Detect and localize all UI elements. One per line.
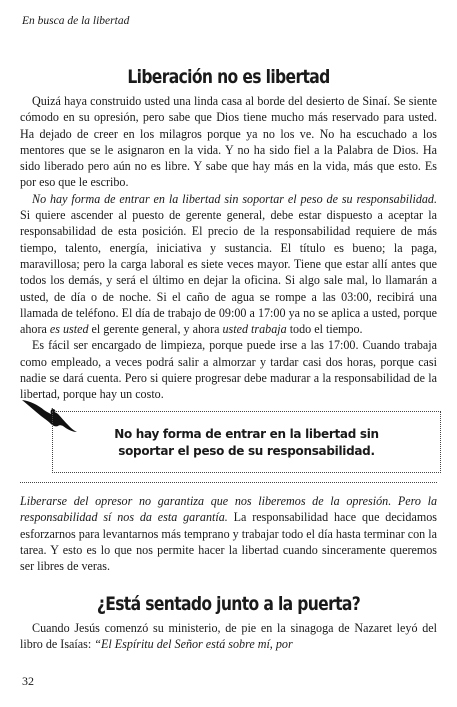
section-body-continued: [20, 493, 437, 574]
italic-phrase: usted trabaja: [222, 322, 287, 337]
dotted-divider: [20, 482, 437, 483]
section-heading-liberacion: Liberación no es libertad: [127, 66, 330, 88]
paragraph-text: Cuando Jesús comenzó su ministerio, de pie en la sinagoga de Nazaret leyó del libro de Isaías:: [20, 621, 437, 652]
italic-quote: “El Espíritu del Señor está sobre mí, por: [94, 637, 293, 652]
paragraph-text: La responsabilidad hace que decidamos esforzarnos para levantarnos más temprano y trabajar todo el día hasta terminar con la tarea. Y esto es lo que nos permite hacer la libertad cuando sinceramente queremos ser libres de veras.: [20, 510, 437, 574]
section-body-puerta: [20, 620, 437, 653]
paragraph-text: todo el tiempo.: [286, 322, 363, 337]
paragraph-text: Si quiere ascender al puesto de gerente general, debe estar dispuesto a aceptar la responsabilidad de esta posición. El precio de la responsabilidad requiere de más tiempo, talento, energía, iniciativa y sustancia. El título es bueno; la paga, maravillosa; pero la carga laboral es siete veces mayor. Tiene que estar allí antes que todos los demás, y será el último en dejar la oficina. Si algo sale mal, lo llamarán a usted, de día o de noche. Si el caño de agua se rompe a las 03:00, recibirá una llamada de teléfono. El día de trabajo de 09:00 a 17:00 ya no se aplica a usted, porque ahora: [20, 208, 437, 337]
paragraph: [20, 191, 437, 338]
pull-quote-line: No hay forma de entrar en la libertad sin: [114, 427, 379, 441]
page-number: 32: [22, 674, 34, 688]
section-body-liberacion: [20, 93, 437, 403]
italic-phrase: es usted: [49, 322, 89, 337]
italic-phrase: No hay forma de entrar en la libertad sin soportar el peso de su responsabilidad.: [32, 191, 437, 206]
italic-phrase: Liberarse del opresor no garantiza que nos liberemos de la opresión. Pero la responsabilidad sí nos da esta garantía.: [20, 494, 437, 525]
section-heading-puerta: ¿Está sentado junto a la puerta?: [96, 593, 361, 615]
pull-quote: [53, 426, 440, 460]
paragraph: Quizá haya construido usted una linda casa al borde del desierto de Sinaí. Se siente cómodo en su opresión, pero sabe que Dios tiene mucho más reservado para usted. Ha dejado de creer en los milagros porque ya no los ve. No ha escuchado a los mentores que se le asignaron en la vida. Y no ha sido fiel a la Palabra de Dios. Ha sido liberado pero aún no es libre. Y sabe que hay más en la vida, más que esto. Es por eso que le escribo.: [20, 94, 437, 190]
paragraph: [20, 493, 437, 574]
pull-quote-line: soportar el peso de su responsabilidad.: [118, 444, 375, 458]
pull-quote-box: [52, 411, 441, 473]
paragraph: [20, 620, 437, 653]
paragraph-text: el gerente general, y ahora: [88, 322, 223, 337]
running-header: En busca de la libertad: [22, 15, 130, 27]
paragraph: Es fácil ser encargado de limpieza, porque puede irse a las 17:00. Cuando trabaja como empleado, a veces podrá salir a almorzar y tardar casi dos horas, porque casi nadie se dará cuenta. Pero si quiere progresar debe madurar a la responsabilidad de la libertad, porque hay un costo.: [20, 338, 437, 402]
